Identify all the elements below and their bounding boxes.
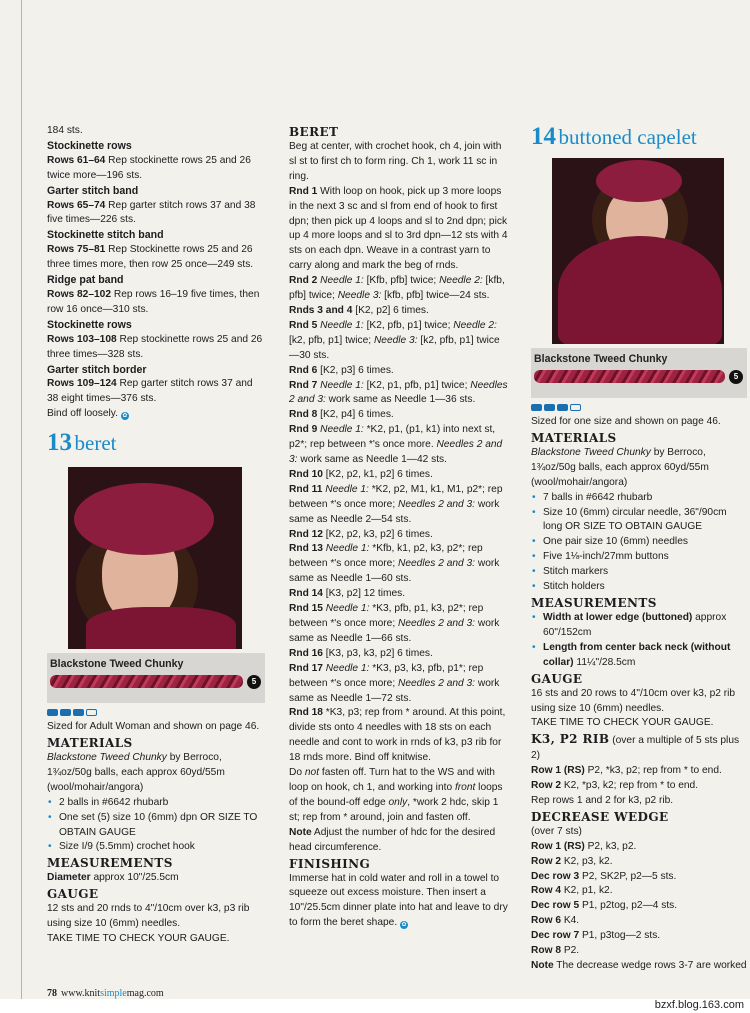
round-instruction bbox=[289, 304, 509, 319]
yarn-strand bbox=[534, 370, 725, 383]
margin-rule bbox=[21, 0, 22, 1013]
round-text: Adjust the number of hdc for the desired head circumference. bbox=[289, 826, 496, 853]
round-instruction bbox=[289, 826, 509, 856]
row-text: Rep garter stitch rows 37 and 38 eight times—376 sts. bbox=[47, 378, 253, 405]
row-text: Rep stockinette rows 25 and 26 three times—328 sts. bbox=[47, 333, 263, 360]
round-text: [K2, p3] 6 times. bbox=[317, 364, 394, 376]
round-instruction bbox=[289, 542, 509, 587]
round-text: *K3, p3; rep from * around. At this point, divide sts onto 4 needles with 18 sts on each needle and cont to work in rnds of k3, p3 rib for 18 rnds more. Bind off knitwise. bbox=[289, 707, 506, 764]
row-label: Row 6 bbox=[531, 915, 562, 927]
pattern-row bbox=[531, 884, 747, 899]
column-3 bbox=[531, 124, 747, 974]
yarn-label: Blackstone Tweed Chunky bbox=[50, 658, 184, 671]
round-instruction bbox=[289, 528, 509, 543]
material-item: • Stitch holders bbox=[531, 580, 747, 595]
material-item: • One pair size 10 (6mm) needles bbox=[531, 535, 747, 550]
yarn-strand bbox=[50, 675, 243, 688]
band-instruction bbox=[47, 288, 265, 318]
watermark-bar bbox=[0, 999, 750, 1013]
yarn-weight-icon: 5 bbox=[729, 370, 743, 384]
round-text: Rnd 17 bbox=[289, 662, 323, 674]
row-text: The decrease wedge rows 3-7 are worked bbox=[553, 960, 747, 971]
gauge-check: TAKE TIME TO CHECK YOUR GAUGE. bbox=[531, 717, 714, 729]
row-text: Rep stockinette rows 25 and 26 twice more—196 sts. bbox=[47, 154, 251, 181]
band-instruction bbox=[47, 377, 265, 407]
band-heading: Stockinette stitch band bbox=[47, 229, 164, 242]
round-text: [K2, pfb, p1] twice; bbox=[363, 319, 454, 331]
gauge-heading: GAUGE bbox=[47, 887, 99, 902]
band-heading: Stockinette rows bbox=[47, 318, 132, 331]
pattern-name: beret bbox=[74, 431, 117, 456]
pattern-row bbox=[531, 840, 747, 855]
row-text: Rep rows 16–19 five times, then row 16 once—310 sts. bbox=[47, 288, 260, 315]
round-text: [K2, p2, k3, p2] 6 times. bbox=[322, 528, 433, 540]
round-text: With loop on hook, pick up 3 more loops in the next 3 sc and sl from end of hook to first dpn; then pick up 4 loops and sl to 2nd dpn; pick up 4 more loops and sl to 3rd dpn—12 sts with 4 sts on each dpn. Weave in a contrast yarn to carry along and mark the beg of rnds. bbox=[289, 185, 508, 272]
round-text: *Kfb, k1, p2, k3, p2*; rep between *'s once more; bbox=[289, 543, 483, 570]
measurement-item bbox=[531, 611, 747, 641]
round-text: Needles 2 and 3: bbox=[397, 498, 476, 510]
rib-repeat: Rep rows 1 and 2 for k3, p2 rib. bbox=[531, 794, 674, 806]
round-text: Needle 1: bbox=[322, 543, 370, 555]
round-text: [K2, p2, k1, p2] 6 times. bbox=[322, 468, 433, 480]
round-text: Rnd 18 bbox=[289, 707, 323, 719]
finishing-heading: FINISHING bbox=[289, 856, 371, 871]
decrease-wedge-rows bbox=[531, 840, 747, 974]
sized-text: Sized for one size and shown on page 46. bbox=[531, 416, 721, 427]
row-text: P2, *k3, p2; rep from * to end. bbox=[584, 765, 722, 777]
round-text: work same as Needle 1—60 sts. bbox=[289, 558, 500, 585]
round-text: Needle 1: bbox=[317, 275, 364, 287]
round-instruction bbox=[289, 587, 509, 602]
round-text: Note bbox=[289, 826, 312, 838]
site-url-part: www.knit bbox=[61, 988, 101, 999]
round-text: Needles 2 and 3: bbox=[289, 439, 503, 466]
yarn-label: Blackstone Tweed Chunky bbox=[534, 353, 668, 365]
beret-photo bbox=[68, 467, 242, 649]
round-text: work same as Needle 1—72 sts. bbox=[289, 677, 500, 704]
pattern-title-capelet bbox=[531, 124, 747, 155]
round-text: Rnd 12 bbox=[289, 528, 323, 540]
row-label: Rows 65–74 bbox=[47, 199, 106, 211]
band-heading: Garter stitch border bbox=[47, 363, 147, 376]
row-text: Rep Stockinette rows 25 and 26 three times more, then row 25 once—249 sts. bbox=[47, 244, 254, 271]
pattern-row bbox=[531, 914, 747, 929]
round-text: Rnd 13 bbox=[289, 543, 323, 555]
band-heading: Ridge pat band bbox=[47, 274, 124, 287]
yarn-swatch bbox=[47, 653, 265, 703]
stitch-bands bbox=[47, 139, 265, 407]
column-1 bbox=[47, 124, 265, 947]
round-text: loops of the bound-off edge bbox=[289, 781, 503, 808]
round-text: [K3, p3, k3, p2] 6 times. bbox=[322, 647, 433, 659]
sized-text: Sized for Adult Woman and shown on page 46. bbox=[47, 721, 260, 733]
measurement-value: approx 60"/152cm bbox=[543, 611, 727, 638]
measurement-value: 11¼"/28.5cm bbox=[573, 656, 636, 668]
round-text: work same as Needle 1—66 sts. bbox=[289, 618, 500, 644]
round-text: Needles 2 and 3: bbox=[289, 379, 508, 406]
round-text: Needle 1: bbox=[322, 603, 370, 615]
gauge-check: TAKE TIME TO CHECK YOUR GAUGE. bbox=[47, 933, 230, 945]
round-text: [K3, p2] 12 times. bbox=[322, 588, 406, 600]
round-text: Rnd 5 bbox=[289, 319, 318, 331]
measurements-heading: MEASUREMENTS bbox=[531, 595, 657, 610]
measurement-label: Width at lower edge (buttoned) bbox=[543, 611, 693, 623]
round-text: Needle 1: bbox=[317, 319, 364, 331]
round-instruction bbox=[289, 274, 509, 304]
row-text: K2, p3, k2. bbox=[561, 855, 613, 867]
round-text: *K3, pfb, p1, k3, p2*; rep between *'s once more; bbox=[289, 603, 484, 629]
measurement-item bbox=[531, 641, 747, 671]
row-text: K4. bbox=[561, 915, 580, 927]
round-text: Rnd 10 bbox=[289, 468, 323, 480]
round-text: Needle 1: bbox=[317, 424, 364, 436]
round-text: only bbox=[388, 796, 408, 808]
pattern-row bbox=[531, 899, 747, 914]
pattern-row bbox=[531, 870, 747, 885]
band-heading: Stockinette rows bbox=[47, 139, 132, 152]
end-mark-icon: ✿ bbox=[401, 922, 407, 929]
pattern-title-beret bbox=[47, 430, 265, 461]
pattern-row bbox=[531, 929, 747, 944]
measurement-diameter: Diameter approx 10"/25.5cm bbox=[47, 872, 179, 884]
material-item: • Five 1⅛-inch/27mm buttons bbox=[531, 550, 747, 565]
measurements-heading: MEASUREMENTS bbox=[47, 856, 173, 871]
round-text: [K2, p4] 6 times. bbox=[317, 409, 394, 421]
band-instruction bbox=[47, 243, 265, 273]
round-text: Rnd 8 bbox=[289, 409, 318, 421]
round-text: Rnd 6 bbox=[289, 364, 318, 376]
materials-yarn: Blackstone Tweed Chunky by Berroco, 1¾oz/50g balls, each approx 60yd/55m (wool/mohair/angora) bbox=[531, 446, 709, 488]
round-text: work same as Needle 1—42 sts. bbox=[297, 454, 447, 466]
band-instruction bbox=[47, 333, 265, 363]
gauge-text: 12 sts and 20 rnds to 4"/10cm over k3, p3 rib using size 10 (6mm) needles. bbox=[47, 903, 250, 930]
round-instruction bbox=[289, 408, 509, 423]
round-instruction bbox=[289, 364, 509, 379]
watermark-text: bzxf.blog.163.com bbox=[654, 999, 744, 1011]
yarn-swatch bbox=[531, 348, 747, 398]
row-label: Rows 103–108 bbox=[47, 333, 117, 345]
row-label: Dec row 7 bbox=[531, 930, 580, 942]
pattern-row bbox=[531, 944, 747, 959]
round-text: Rnd 14 bbox=[289, 588, 323, 600]
material-item: • One set (5) size 10 (6mm) dpn OR SIZE TO OBTAIN GAUGE bbox=[47, 811, 265, 841]
row-label: Row 1 (RS) bbox=[531, 765, 585, 777]
row-text: P2, SK2P, p2—5 sts. bbox=[579, 870, 677, 882]
round-text: [kfb, pfb] twice; bbox=[289, 275, 505, 302]
round-text: work same as Needle 2—54 sts. bbox=[289, 498, 500, 525]
row-label: Rows 109–124 bbox=[47, 378, 117, 390]
finishing-text: Immerse hat in cold water and roll in a towel to squeeze out excess moisture. Then insert a 10"/25.5cm dinner plate into hat and leave to dry to form the beret shape. ✿ bbox=[289, 872, 508, 929]
round-text: front bbox=[454, 781, 476, 793]
pattern-name: buttoned capelet bbox=[558, 125, 697, 149]
round-instruction bbox=[289, 662, 509, 707]
material-item: • Size I/9 (5.5mm) crochet hook bbox=[47, 840, 265, 855]
row-label: Row 2 bbox=[531, 780, 562, 792]
pattern-row bbox=[531, 779, 747, 794]
skill-level-icon bbox=[47, 709, 265, 716]
row-label: Row 2 bbox=[531, 855, 562, 867]
round-text: Needle 3: bbox=[373, 334, 418, 346]
yarn-weight-icon: 5 bbox=[247, 675, 261, 689]
material-item: • 7 balls in #6642 rhubarb bbox=[531, 491, 747, 506]
round-text: Needle 2: bbox=[453, 319, 497, 331]
round-instruction bbox=[289, 483, 509, 528]
material-item: • Stitch markers bbox=[531, 565, 747, 580]
round-text: Needles 2 and 3: bbox=[397, 677, 476, 689]
round-text: [K2, p2] 6 times. bbox=[352, 304, 429, 316]
gauge-text: 16 sts and 20 rows to 4"/10cm over k3, p2 rib using size 10 (6mm) needles. bbox=[531, 687, 736, 714]
round-instruction bbox=[289, 185, 509, 274]
round-text: work same as Needle 1—36 sts. bbox=[325, 394, 476, 406]
row-label: Note bbox=[531, 960, 554, 971]
band-instruction bbox=[47, 154, 265, 184]
page-number: 78 bbox=[47, 988, 57, 999]
row-label: Rows 82–102 bbox=[47, 288, 111, 300]
round-text: [k2, pfb, p1] twice—30 sts. bbox=[289, 334, 500, 361]
materials-list bbox=[47, 796, 265, 856]
round-text: Needle 1: bbox=[322, 662, 370, 674]
round-text: Needle 1: bbox=[322, 483, 369, 495]
round-text: [kfb, pfb] twice—24 sts. bbox=[381, 290, 490, 302]
round-text: *K2, p2, M1, k1, M1, p2*; rep between *'s once more; bbox=[289, 483, 503, 510]
beret-heading: BERET bbox=[289, 125, 339, 139]
rib-heading: K3, P2 RIB (over a multiple of 5 sts plus 2) bbox=[531, 732, 740, 762]
row-label: Dec row 3 bbox=[531, 870, 580, 882]
round-text: [Kfb, pfb] twice; bbox=[363, 275, 440, 287]
measurements-list bbox=[531, 611, 747, 671]
round-text: not bbox=[304, 767, 320, 779]
round-text: fasten off. Turn hat to the WS and with loop on hook, ch 1, and working into bbox=[289, 767, 495, 793]
row-text: P2. bbox=[561, 945, 580, 957]
row-text: Rep garter stitch rows 37 and 38 five times—226 sts. bbox=[47, 199, 256, 226]
row-text: P2, k3, p2. bbox=[584, 840, 637, 852]
intro-line: 184 sts. bbox=[47, 125, 83, 136]
round-instructions bbox=[289, 185, 509, 856]
material-item: • 2 balls in #6642 rhubarb bbox=[47, 796, 265, 811]
round-text: Needle 3: bbox=[337, 290, 382, 302]
round-text: Needles 2 and 3: bbox=[397, 558, 476, 570]
round-text: [K2, p1, pfb, p1] twice; bbox=[363, 379, 471, 391]
beret-intro: Beg at center, with crochet hook, ch 4, join with sl st to first ch to form ring. Ch 1, work 11 sc in ring. bbox=[289, 141, 502, 182]
round-instruction bbox=[289, 647, 509, 662]
row-label: Rows 75–81 bbox=[47, 244, 106, 256]
materials-heading: MATERIALS bbox=[531, 430, 617, 445]
round-text: Rnd 9 bbox=[289, 424, 318, 436]
round-text: Rnd 2 bbox=[289, 275, 318, 287]
gauge-heading: GAUGE bbox=[531, 671, 583, 686]
round-text: Needles 2 and 3: bbox=[397, 618, 476, 629]
round-instruction bbox=[289, 379, 509, 409]
row-text: P1, p3tog—2 sts. bbox=[579, 930, 661, 942]
materials-list bbox=[531, 491, 747, 595]
page-footer bbox=[47, 988, 164, 999]
pattern-number: 14 bbox=[531, 123, 556, 150]
row-text: K2, p1, k2. bbox=[561, 885, 613, 897]
round-text: Rnd 15 bbox=[289, 603, 323, 615]
round-text: Rnd 1 bbox=[289, 185, 318, 197]
row-label: Rows 61–64 bbox=[47, 154, 106, 166]
materials-heading: MATERIALS bbox=[47, 736, 133, 751]
site-url-part: mag.com bbox=[126, 988, 164, 999]
round-instruction bbox=[289, 423, 509, 468]
round-text: Needle 2: bbox=[439, 275, 483, 287]
round-text: Needle 1: bbox=[317, 379, 364, 391]
round-text: *K3, p3, k3, pfb, p1*; rep between *'s once more; bbox=[289, 662, 484, 689]
row-text: K2, *p3, k2; rep from * to end. bbox=[561, 780, 699, 792]
decrease-wedge-sub: (over 7 sts) bbox=[531, 825, 582, 837]
skill-level-icon bbox=[531, 404, 747, 411]
row-label: Dec row 5 bbox=[531, 900, 580, 912]
measurement-label: Length from center back neck (without collar) bbox=[543, 641, 731, 668]
capelet-photo bbox=[552, 158, 724, 344]
round-instruction bbox=[289, 706, 509, 766]
column-2 bbox=[289, 124, 509, 931]
material-item: • Size 10 (6mm) circular needle, 36"/90cm long OR SIZE TO OBTAIN GAUGE bbox=[531, 506, 747, 536]
round-instruction bbox=[289, 602, 509, 647]
round-text: Do bbox=[289, 767, 305, 779]
site-url-part: simple bbox=[100, 988, 127, 999]
round-instruction bbox=[289, 766, 509, 826]
pattern-row bbox=[531, 764, 747, 779]
band-instruction bbox=[47, 199, 265, 229]
round-text: *K2, p1, (p1, k1) into next st, p2*; rep between *'s once more. bbox=[289, 424, 496, 451]
end-mark-icon: ✿ bbox=[122, 413, 128, 420]
bind-off-text: Bind off loosely. ✿ bbox=[47, 408, 128, 420]
decrease-wedge-heading: DECREASE WEDGE bbox=[531, 809, 669, 824]
round-text: Rnd 7 bbox=[289, 379, 318, 391]
row-label: Row 1 (RS) bbox=[531, 840, 585, 852]
round-text: Rnd 16 bbox=[289, 647, 323, 659]
rib-rows bbox=[531, 764, 747, 794]
pattern-row bbox=[531, 959, 747, 974]
round-text: [k2, pfb, p1] twice; bbox=[289, 334, 374, 346]
round-text: , *work 2 hdc, skip 1 st; rep from * around, join and fasten off. bbox=[289, 796, 499, 823]
materials-yarn: Blackstone Tweed Chunky by Berroco, 1¾oz/50g balls, each approx 60yd/55m (wool/mohair/angora) bbox=[47, 752, 225, 793]
pattern-row bbox=[531, 855, 747, 870]
pattern-number: 13 bbox=[47, 429, 72, 457]
round-instruction bbox=[289, 319, 509, 364]
band-heading: Garter stitch band bbox=[47, 184, 139, 197]
row-label: Row 4 bbox=[531, 885, 562, 897]
row-text: P1, p2tog, p2—4 sts. bbox=[579, 900, 678, 912]
round-instruction bbox=[289, 468, 509, 483]
round-text: Rnds 3 and 4 bbox=[289, 304, 353, 316]
row-label: Row 8 bbox=[531, 945, 562, 957]
round-text: Rnd 11 bbox=[289, 483, 323, 495]
